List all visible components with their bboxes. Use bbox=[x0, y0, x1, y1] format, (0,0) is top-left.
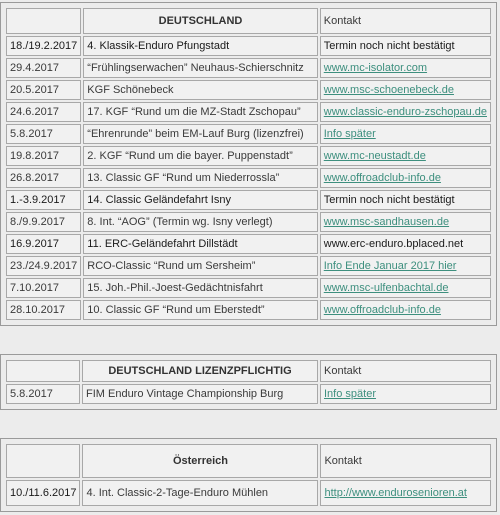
date-cell: 5.8.2017 bbox=[6, 384, 80, 404]
event-cell: KGF Schönebeck bbox=[83, 80, 317, 100]
contact-link[interactable]: www.msc-ulfenbachtal.de bbox=[323, 282, 449, 294]
contact-cell bbox=[320, 36, 491, 56]
table-deutschland-lizenzpflichtig bbox=[0, 354, 497, 410]
contact-link[interactable]: www.classic-enduro-zschopau.de bbox=[323, 106, 487, 118]
contact-link[interactable]: www.offroadclub-info.de bbox=[323, 304, 441, 316]
contact-cell bbox=[320, 58, 491, 78]
table-header-row bbox=[6, 444, 491, 478]
table-row bbox=[6, 36, 491, 56]
table-row bbox=[6, 480, 491, 506]
event-cell: 13. Classic GF “Rund um Niederrossla” bbox=[83, 168, 317, 188]
contact-cell bbox=[320, 384, 491, 404]
event-cell: 4. Int. Classic-2-Tage-Enduro Mühlen bbox=[82, 480, 318, 506]
date-cell: 20.5.2017 bbox=[6, 80, 81, 100]
contact-link[interactable]: www.mc-isolator.com bbox=[323, 62, 428, 74]
table-row bbox=[6, 168, 491, 188]
table-header-row bbox=[6, 360, 491, 382]
event-cell: 11. ERC-Geländefahrt Dillstädt bbox=[83, 234, 317, 254]
contact-cell bbox=[320, 278, 491, 298]
table-row bbox=[6, 234, 491, 254]
contact-link[interactable]: Info später bbox=[324, 388, 376, 400]
contact-link[interactable]: www.offroadclub-info.de bbox=[323, 172, 441, 184]
table-row bbox=[6, 278, 491, 298]
table-row bbox=[6, 58, 491, 78]
date-cell: 19.8.2017 bbox=[6, 146, 81, 166]
contact-link[interactable]: Info Ende Januar 2017 hier bbox=[323, 260, 457, 272]
event-cell: RCO-Classic “Rund um Sersheim” bbox=[83, 256, 317, 276]
header-date-cell bbox=[6, 360, 80, 382]
date-cell: 24.6.2017 bbox=[6, 102, 81, 122]
event-cell: 10. Classic GF “Rund um Eberstedt” bbox=[83, 300, 317, 320]
table-oesterreich bbox=[0, 438, 497, 512]
date-cell: 8./9.9.2017 bbox=[6, 212, 81, 232]
contact-link[interactable]: www.msc-schoenebeck.de bbox=[323, 84, 454, 96]
date-cell: 1.-3.9.2017 bbox=[6, 190, 81, 210]
date-cell: 7.10.2017 bbox=[6, 278, 81, 298]
event-cell: 15. Joh.-Phil.-Joest-Gedächtnisfahrt bbox=[83, 278, 317, 298]
table-deutschland bbox=[0, 2, 497, 326]
contact-cell bbox=[320, 102, 491, 122]
event-cell: “Ehrenrunde” beim EM-Lauf Burg (lizenzfrei) bbox=[83, 124, 317, 144]
table-row bbox=[6, 212, 491, 232]
table-row bbox=[6, 102, 491, 122]
contact-cell bbox=[320, 124, 491, 144]
event-cell: 14. Classic Geländefahrt Isny bbox=[83, 190, 317, 210]
date-cell: 29.4.2017 bbox=[6, 58, 81, 78]
contact-cell bbox=[320, 212, 491, 232]
header-contact: Kontakt bbox=[320, 360, 491, 382]
event-cell: 2. KGF “Rund um die bayer. Puppenstadt” bbox=[83, 146, 317, 166]
contact-cell bbox=[320, 234, 491, 254]
header-date-cell bbox=[6, 8, 81, 34]
contact-cell bbox=[320, 146, 491, 166]
table-header-row bbox=[6, 8, 491, 34]
header-contact: Kontakt bbox=[320, 444, 491, 478]
event-cell: FIM Enduro Vintage Championship Burg bbox=[82, 384, 318, 404]
table-row bbox=[6, 300, 491, 320]
contact-link[interactable]: www.mc-neustadt.de bbox=[323, 150, 426, 162]
date-cell: 28.10.2017 bbox=[6, 300, 81, 320]
date-cell: 16.9.2017 bbox=[6, 234, 81, 254]
date-cell: 23./24.9.2017 bbox=[6, 256, 81, 276]
event-cell: 8. Int. “AOG” (Termin wg. Isny verlegt) bbox=[83, 212, 317, 232]
contact-cell bbox=[320, 480, 491, 506]
table-row bbox=[6, 384, 491, 404]
section-title: DEUTSCHLAND LIZENZPFLICHTIG bbox=[82, 360, 318, 382]
contact-link[interactable]: www.msc-sandhausen.de bbox=[323, 216, 450, 228]
date-cell: 10./11.6.2017 bbox=[6, 480, 80, 506]
contact-cell bbox=[320, 300, 491, 320]
contact-cell bbox=[320, 190, 491, 210]
header-date-cell bbox=[6, 444, 80, 478]
event-cell: 17. KGF “Rund um die MZ-Stadt Zschopau” bbox=[83, 102, 317, 122]
table-row bbox=[6, 80, 491, 100]
contact-cell bbox=[320, 168, 491, 188]
table-row bbox=[6, 190, 491, 210]
table-row bbox=[6, 256, 491, 276]
event-cell: “Frühlingserwachen” Neuhaus-Schierschnitz bbox=[83, 58, 317, 78]
section-title: Österreich bbox=[82, 444, 318, 478]
date-cell: 18./19.2.2017 bbox=[6, 36, 81, 56]
contact-text: Termin noch nicht bestätigt bbox=[323, 194, 455, 206]
section-title: DEUTSCHLAND bbox=[83, 8, 317, 34]
contact-cell bbox=[320, 256, 491, 276]
contact-text: Termin noch nicht bestätigt bbox=[323, 40, 455, 52]
contact-text: www.erc-enduro.bplaced.net bbox=[323, 238, 464, 250]
contact-cell bbox=[320, 80, 491, 100]
contact-link[interactable]: http://www.endurosenioren.at bbox=[324, 487, 467, 499]
event-cell: 4. Klassik-Enduro Pfungstadt bbox=[83, 36, 317, 56]
date-cell: 26.8.2017 bbox=[6, 168, 81, 188]
header-contact: Kontakt bbox=[320, 8, 491, 34]
table-row bbox=[6, 146, 491, 166]
table-row bbox=[6, 124, 491, 144]
contact-link[interactable]: Info später bbox=[323, 128, 376, 140]
date-cell: 5.8.2017 bbox=[6, 124, 81, 144]
